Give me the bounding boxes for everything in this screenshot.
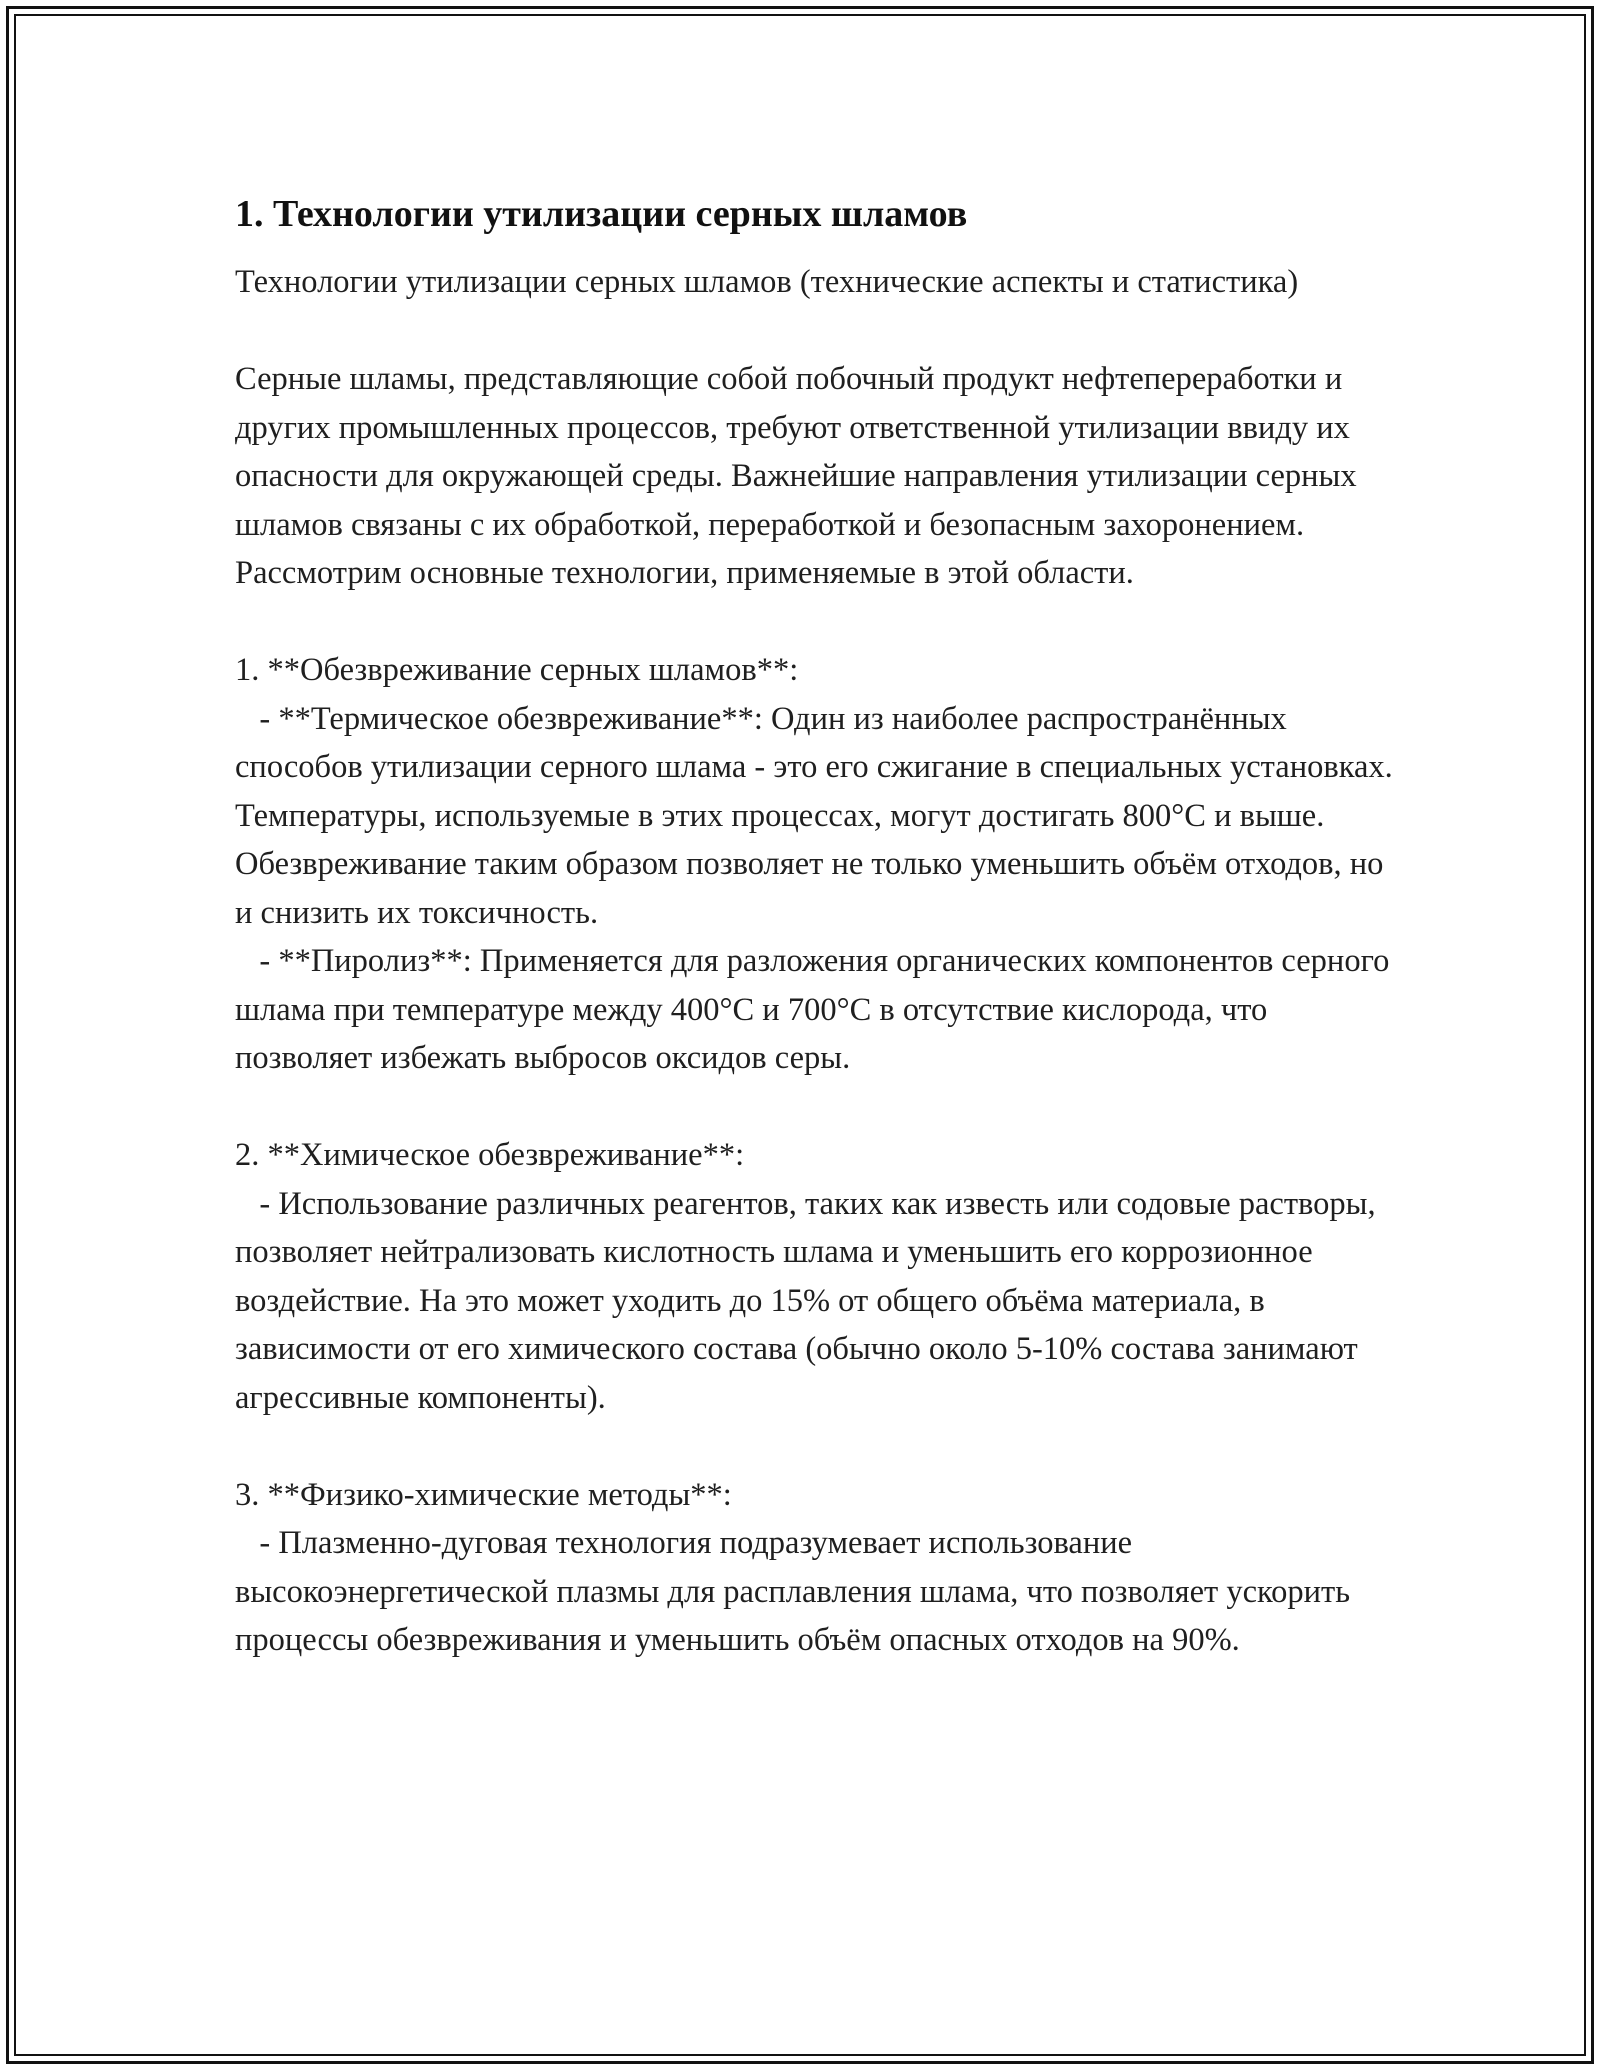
- document-body: [235, 186, 1395, 1665]
- paragraph-gap: [235, 1422, 1395, 1471]
- paragraph-gap: [235, 1083, 1395, 1132]
- paragraph-gap: [235, 598, 1395, 647]
- intro-paragraph: Серные шламы, представляющие собой побочный продукт нефтепереработки и других промышленных процессов, требуют ответственной утилизации ввиду их опасности для окружающей среды. Важнейшие направления утилизации серных шламов связаны с их обработкой, переработкой и безопасным захоронением. Рассмотрим основные технологии, применяемые в этой области.: [235, 361, 1365, 591]
- paragraph-gap: [235, 307, 1395, 356]
- subtitle-paragraph: Технологии утилизации серных шламов (технические аспекты и статистика): [235, 264, 1299, 300]
- list-item-physico-chemical: 3. **Физико-химические методы**: - Плазменно-дуговая технология подразумевает использование высокоэнергетической плазмы для расплавления шлама, что позволяет ускорить процессы обезвреживания и уменьшить объём опасных отходов на 90%.: [235, 1476, 1351, 1658]
- list-item-neutralization: 1. **Обезвреживание серных шламов**: - **Термическое обезвреживание**: Один из наиболее распространённых способов утилизации серного шлама - это его сжигание в специальных установках. Температуры, используемые в этих процессах, могут достигать 800°C и выше. Обезвреживание таким образом позволяет не только уменьшить объём отходов, но и снизить их токсичность. - **Пиролиз**: Применяется для разложения органических компонентов серного шлама при температуре между 400°C и 700°C в отсутствие кислорода, что позволяет избежать выбросов оксидов серы.: [235, 652, 1393, 1076]
- section-heading: 1. Технологии утилизации серных шламов: [235, 193, 968, 235]
- list-item-chemical: 2. **Химическое обезвреживание**: - Использование различных реагентов, таких как известь или содовые растворы, позволяет нейтрализовать кислотность шлама и уменьшить его коррозионное воздействие. На это может уходить до 15% от общего объёма материала, в зависимости от его химического состава (обычно около 5-10% состава занимают агрессивные компоненты).: [235, 1137, 1376, 1416]
